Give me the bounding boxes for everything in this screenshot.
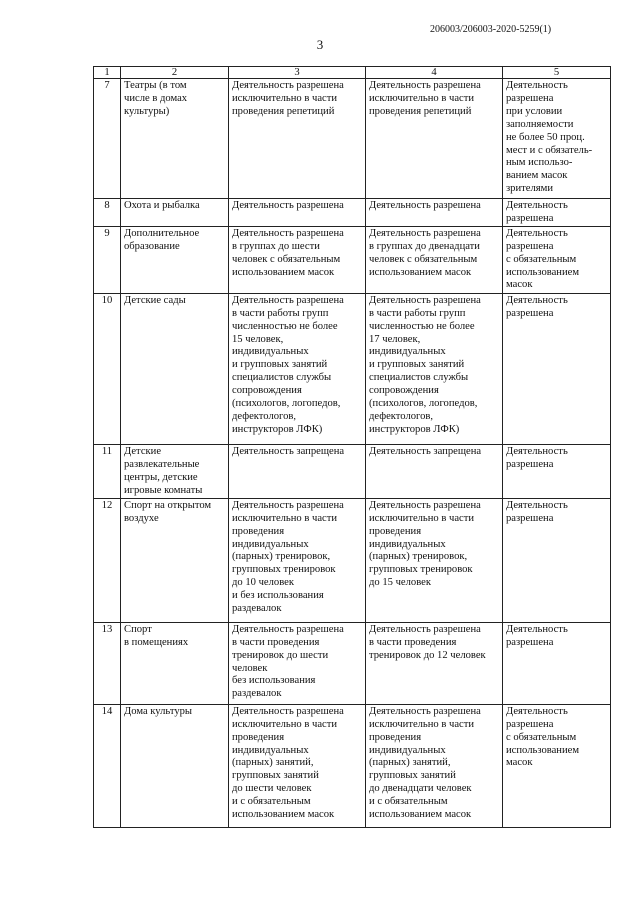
table-row — [94, 498, 611, 622]
row-number: 11 — [94, 444, 121, 498]
column-number-3: 3 — [229, 67, 366, 79]
column-number-4: 4 — [366, 67, 503, 79]
activity-name: Детские сады — [121, 293, 229, 444]
stage-4-rule: Деятельность разрешена в группах до двенадцати человек с обязательным использованием масок — [366, 226, 503, 293]
stage-5-rule: Деятельность разрешена с обязательным использованием масок — [503, 226, 611, 293]
stage-3-rule: Деятельность разрешена исключительно в части проведения репетиций — [229, 79, 366, 199]
table-row — [94, 622, 611, 704]
row-number: 9 — [94, 226, 121, 293]
stage-3-rule: Деятельность разрешена — [229, 199, 366, 227]
stage-5-rule: Деятельность разрешена — [503, 622, 611, 704]
table-row — [94, 226, 611, 293]
row-number: 8 — [94, 199, 121, 227]
stage-4-rule: Деятельность разрешена в части проведения тренировок до 12 человек — [366, 622, 503, 704]
activity-name: Дополнительное образование — [121, 226, 229, 293]
stage-5-rule: Деятельность разрешена с обязательным использованием масок — [503, 704, 611, 827]
stage-5-rule: Деятельность разрешена — [503, 498, 611, 622]
page-number: 3 — [316, 37, 324, 52]
document-id: 206003/206003-2020-5259(1) — [430, 24, 552, 35]
stage-3-rule: Деятельность разрешена в группах до шести человек с обязательным использованием масок — [229, 226, 366, 293]
stage-5-rule: Деятельность разрешена — [503, 444, 611, 498]
regulations-table — [93, 66, 611, 828]
stage-3-rule: Деятельность разрешена исключительно в части проведения индивидуальных (парных) занятий, групповых занятий до шести человек и с обязательным использованием масок — [229, 704, 366, 827]
row-number: 14 — [94, 704, 121, 827]
table-row — [94, 444, 611, 498]
stage-5-rule: Деятельность разрешена — [503, 293, 611, 444]
stage-3-rule: Деятельность разрешена исключительно в части проведения индивидуальных (парных) тренировок, групповых тренировок до 10 человек и без использования раздевалок — [229, 498, 366, 622]
table-row — [94, 199, 611, 227]
table-row — [94, 293, 611, 444]
activity-name: Дома культуры — [121, 704, 229, 827]
row-number: 10 — [94, 293, 121, 444]
column-number-5: 5 — [503, 67, 611, 79]
activity-name: Театры (в том числе в домах культуры) — [121, 79, 229, 199]
stage-4-rule: Деятельность разрешена исключительно в части проведения репетиций — [366, 79, 503, 199]
activity-name: Детские развлекательные центры, детские игровые комнаты — [121, 444, 229, 498]
stage-3-rule: Деятельность разрешена в части проведения тренировок до шести человек без использования раздевалок — [229, 622, 366, 704]
row-number: 12 — [94, 498, 121, 622]
stage-3-rule: Деятельность разрешена в части работы групп численностью не более 15 человек, индивидуальных и групповых занятий специалистов службы сопровождения (психологов, логопедов, дефектологов, инструкторов ЛФК) — [229, 293, 366, 444]
activity-name: Спорт на открытом воздухе — [121, 498, 229, 622]
row-number: 13 — [94, 622, 121, 704]
activity-name: Охота и рыбалка — [121, 199, 229, 227]
table-row — [94, 79, 611, 199]
stage-4-rule: Деятельность разрешена исключительно в части проведения индивидуальных (парных) тренировок, групповых тренировок до 15 человек — [366, 498, 503, 622]
stage-5-rule: Деятельность разрешена — [503, 199, 611, 227]
stage-4-rule: Деятельность разрешена — [366, 199, 503, 227]
column-number-2: 2 — [121, 67, 229, 79]
table-row — [94, 704, 611, 827]
row-number: 7 — [94, 79, 121, 199]
stage-3-rule: Деятельность запрещена — [229, 444, 366, 498]
column-number-row — [94, 67, 611, 79]
activity-name: Спорт в помещениях — [121, 622, 229, 704]
column-number-1: 1 — [94, 67, 121, 79]
stage-4-rule: Деятельность разрешена исключительно в части проведения индивидуальных (парных) занятий, групповых занятий до двенадцати человек и с обязательным использованием масок — [366, 704, 503, 827]
stage-4-rule: Деятельность разрешена в части работы групп численностью не более 17 человек, индивидуальных и групповых занятий специалистов службы сопровождения (психологов, логопедов, дефектологов, инструкторов ЛФК) — [366, 293, 503, 444]
stage-4-rule: Деятельность запрещена — [366, 444, 503, 498]
stage-5-rule: Деятельность разрешена при условии заполняемости не более 50 проц. мест и с обязатель- ным использо- ванием масок зрителями — [503, 79, 611, 199]
